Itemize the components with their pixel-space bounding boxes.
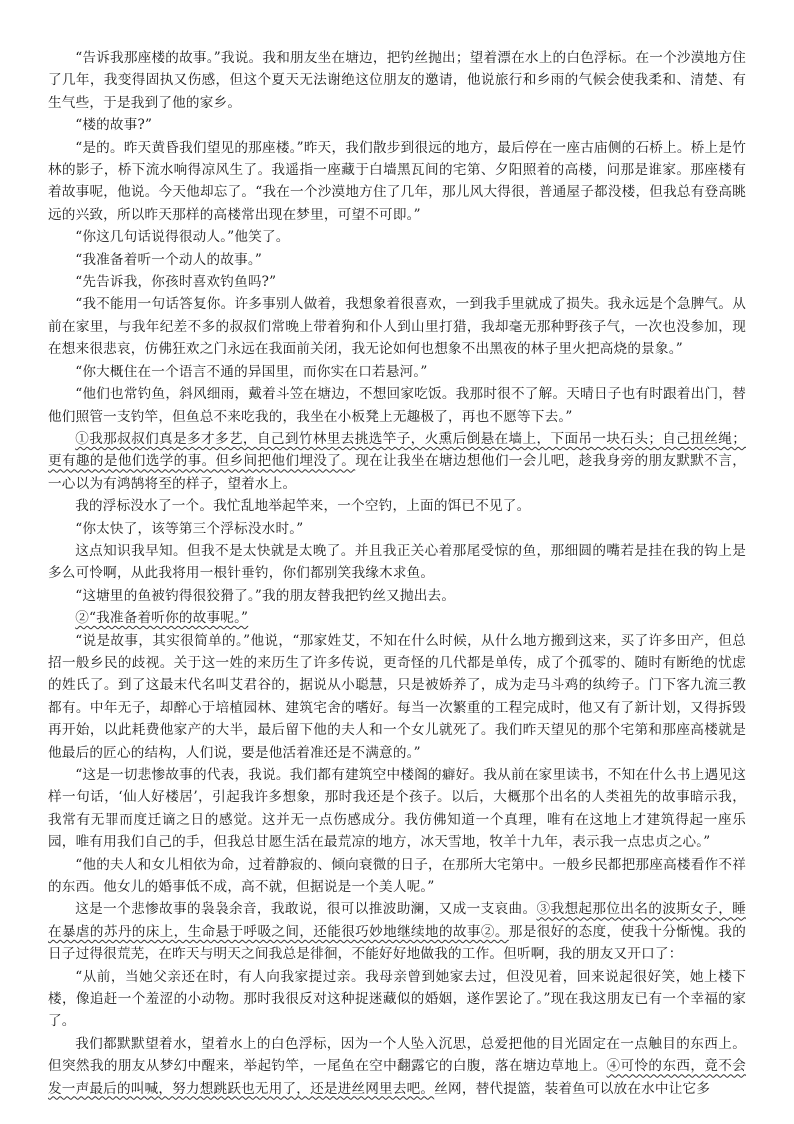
text-segment: 这是一个悲惨故事的袅袅余音，我敢说，很可以推波助澜，又成一支哀曲。 [75, 901, 537, 918]
text-segment: “你这几句话说得很动人。”他笑了。 [75, 229, 290, 246]
underlined-sentence: ④可怜的东西，竟不会发一声最后的叫喊，努力想跳跃也无用了，还是进丝网里去吧。 [48, 1058, 747, 1097]
paragraph [48, 764, 746, 854]
paragraph [48, 1033, 746, 1100]
paragraph [48, 630, 746, 764]
paragraph [48, 540, 746, 585]
underlined-sentence: ②“我准备着听你的故事呢。” [75, 610, 249, 627]
paragraph [48, 898, 746, 965]
text-segment: “告诉我那座楼的故事。”我说。我和朋友坐在塘边，把钓丝抛出；望着漂在水上的白色浮标。在一个沙漠地方住了几年，我变得固执又伤感，但这个夏天无法谢绝这位朋友的邀请，他说旅行和乡雨的气候会使我柔和、清楚、有生气些，于是我到了他的家乡。 [48, 50, 746, 111]
text-segment: 丝网，替代提篮，装着鱼可以放在水中让它多 [434, 1080, 711, 1097]
paragraph [48, 428, 746, 495]
text-segment: “这是一切悲惨故事的代表，我说。我们都有建筑空中楼阁的癖好。我从前在家里读书，不知在什么书上遇见这样一句话，‘仙人好楼居’，引起我许多想象，那时我还是个孩子。以后，大概那个出名的人类祖先的故事暗示我，我常有无罪而度迁谪之日的感觉。这并无一点伤感成分。我仿佛知道一个真理，唯有在这地上才建筑得起一座乐园，唯有用我们自己的手，但我总甘愿生活在最荒凉的地方，冰天雪地，牧羊十九年，表示我一点忠贞之心。” [48, 767, 746, 851]
paragraph [48, 114, 746, 136]
text-segment: 我们都默默望着水，望着水上的白色浮标，因为一个人坠入沉思，总爱把他的目光固定在一点触目的东西上。但突然我的朋友从梦幻中醒来，举起钓竿，一尾鱼在空中翻露它的白腹，落在塘边草地上。 [48, 1035, 746, 1075]
paragraph [48, 226, 746, 248]
text-segment: “是的。昨天黄昏我们望见的那座楼。”昨天，我们散步到很远的地方，最后停在一座古庙侧的石桥上。桥上是竹林的影子，桥下流水响得凉风生了。我遥指一座藏于白墙黑瓦间的宅第、夕阳照着的高楼，问那是谁家。那座楼有着故事呢，他说。今天他却忘了。“我在一个沙漠地方住了几年，那儿风大得很，普通屋子都没楼，但我总有登高眺远的兴致，所以昨天那样的高楼常出现在梦里，可望不可即。” [48, 139, 746, 223]
paragraph [48, 854, 746, 899]
paragraph [48, 518, 746, 540]
paragraph [48, 383, 746, 428]
text-segment: “我准备着听一个动人的故事。” [75, 251, 263, 268]
underlined-sentence: ③我想起那位出名的波斯女子，睡在暴虐的苏丹的床上，生命悬于呼吸之间，还能很巧妙地继续地的故事②。 [48, 901, 746, 940]
paragraph [48, 137, 746, 227]
text-segment: 我的浮标没水了一个。我忙乱地举起竿来，一个空钓，上面的饵已不见了。 [75, 498, 531, 515]
text-segment: “先告诉我，你孩时喜欢钓鱼吗?” [75, 274, 277, 291]
text-segment: “他的夫人和女儿相依为命，过着静寂的、倾向衰微的日子，在那所大宅第中。一般乡民都把那座高楼看作不祥的东西。他女儿的婚事低不成，高不就，但据说是一个美人呢。” [48, 856, 746, 896]
text-segment: “从前，当她父亲还在时，有人向我家提过亲。我母亲曾到她家去过，但没见着，回来说起很好笑，她上楼下楼，像追赶一个羞涩的小动物。那时我很反对这种捉迷藏似的婚姻，遂作罢论了。”现在我这朋友已有一个幸福的家了。 [48, 968, 746, 1030]
text-segment: 现在让我坐在塘边想他们一会儿吧，趁我身旁的朋友默默不言，一心以为有鸿鹄将至的样子，望着水上。 [48, 453, 746, 492]
text-segment: “他们也常钓鱼，斜风细雨，戴着斗笠在塘边，不想回家吃饭。我那时很不了解。天晴日子也有时跟着出门，替他们照管一支钓竿，但鱼总不来吃我的，我坐在小板凳上无趣极了，再也不愿等下去。” [48, 386, 746, 425]
paragraph [48, 495, 746, 517]
text-segment: 这点知识我早知。但我不是太快就是太晚了。并且我正关心着那尾受惊的鱼，那细圆的嘴若是挂在我的钩上是多么可怜啊，从此我将用一根针垂钓，你们都别笑我缘木求鱼。 [48, 542, 746, 582]
paragraph [48, 47, 746, 114]
paragraph [48, 293, 746, 360]
text-segment: “这塘里的鱼被钓得很狡猾了。”我的朋友替我把钓丝又抛出去。 [75, 587, 456, 604]
paragraph [48, 966, 746, 1033]
text-segment: “你大概住在一个语言不通的异国里，而你实在口若悬河。” [75, 363, 428, 380]
text-segment: “你太快了，该等第三个浮标没水时。” [75, 520, 304, 537]
text-segment: “我不能用一句话答复你。许多事别人做着，我想象着很喜欢，一到我手里就成了损失。我永远是个急脾气。从前在家里，与我年纪差不多的叔叔们常晚上带着狗和仆人到山里打猎，我却毫无那种野孩子气，一次也没参加，现在想来很悲哀，仿佛狂欢之门永远在我面前关闭，我无论如何也想象不出黑夜的林子里火把高烧的景象。” [48, 296, 746, 358]
paragraph [48, 271, 746, 293]
paragraph [48, 585, 746, 607]
paragraph [48, 607, 746, 629]
text-segment: “楼的故事?” [75, 117, 153, 134]
paragraph [48, 249, 746, 271]
text-segment: 那是很好的态度，使我十分惭愧。我的日子过得很荒芜，在昨天与明天之间我总是徘徊，不能好好地做我的工作。但听啊，我的朋友又开口了： [48, 923, 746, 963]
paragraph [48, 361, 746, 383]
text-segment: “说是故事，其实很简单的。”他说，“那家姓艾，不知在什么时候，从什么地方搬到这来，买了许多田产，但总招一般乡民的歧视。关于这一姓的来历生了许多传说，更奇怪的几代都是单传，成了个孤零的、随时有断绝的忧虑的姓氏了。到了这最末代名叫艾君谷的，据说从小聪慧，只是被娇养了，成为走马斗鸡的纨绔子。门下客九流三教都有。中年无子，却醉心于培植园林、建筑宅舍的嗜好。每当一次繁重的工程完成时，他又有了新计划，又得拆毁再开始，以此耗费他家产的大半，最后留下他的夫人和一个女儿就死了。我们昨天望见的那个宅第和那座高楼就是他最后的匠心的结构，人们说，要是他活着准还是不满意的。” [48, 632, 746, 761]
underlined-sentence: ①我那叔叔们真是多才多艺，自己到竹林里去挑选竿子，火熏后倒悬在墙上，下面吊一块石头；自己扭丝绳；更有趣的是他们选学的事。但乡间把他们埋没了。 [48, 430, 746, 470]
